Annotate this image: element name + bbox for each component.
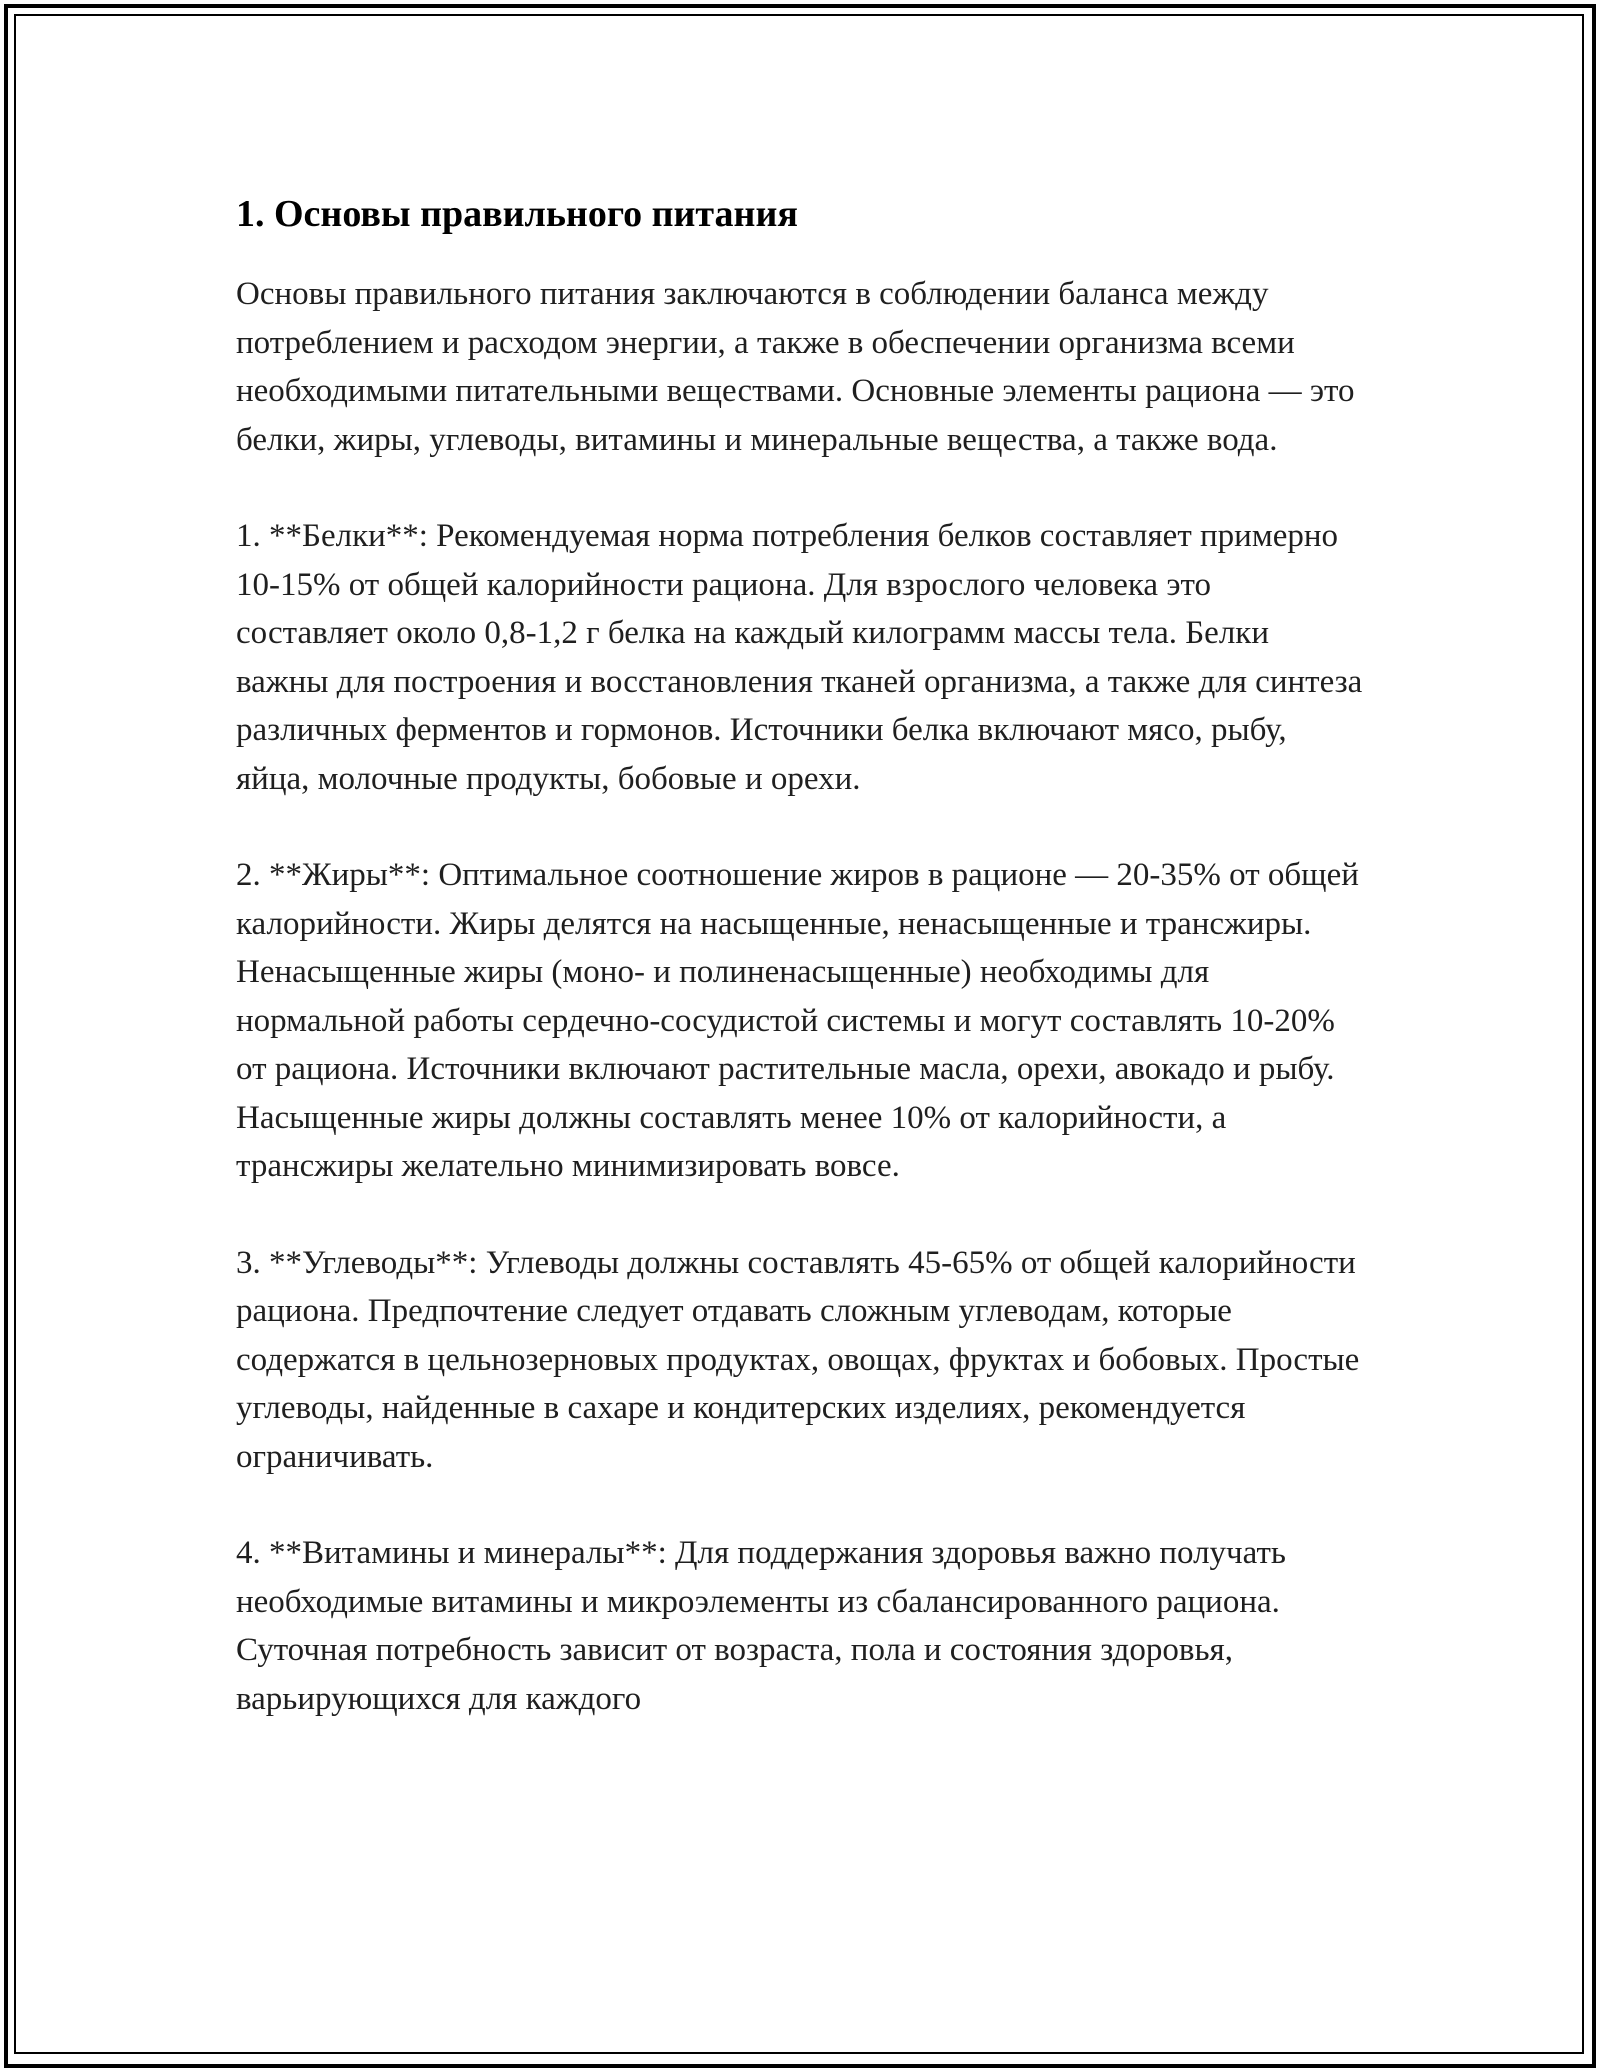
carbohydrates-paragraph: 3. **Углеводы**: Углеводы должны составлять 45-65% от общей калорийности рациона. Предпочтение следует отдавать сложным углеводам, которые содержатся в цельнозерновых продуктах, овощах, фруктах и бобовых. Простые углеводы, найденные в сахаре и кондитерских изделиях, рекомендуется ограничивать. xyxy=(236,1244,1360,1475)
intro-paragraph: Основы правильного питания заключаются в соблюдении баланса между потреблением и расходом энергии, а также в обеспечении организма всеми необходимыми питательными веществами. Основные элементы рациона — это белки, жиры, углеводы, витамины и минеральные вещества, а также вода. xyxy=(236,276,1355,458)
document-body xyxy=(236,188,1366,1723)
proteins-paragraph: 1. **Белки**: Рекомендуемая норма потребления белков составляет примерно 10-15% от общей калорийности рациона. Для взрослого человека это составляет около 0,8-1,2 г белка на каждый килограмм массы тела. Белки важны для построения и восстановления тканей организма, а также для синтеза различных ферментов и гормонов. Источники белка включают мясо, рыбу, яйца, молочные продукты, бобовые и орехи. xyxy=(236,518,1363,797)
fats-paragraph: 2. **Жиры**: Оптимальное соотношение жиров в рационе — 20-35% от общей калорийности. Жиры делятся на насыщенные, ненасыщенные и трансжиры. Ненасыщенные жиры (моно- и полиненасыщенные) необходимы для нормальной работы сердечно-сосудистой системы и могут составлять 10-20% от рациона. Источники включают растительные масла, орехи, авокадо и рыбу. Насыщенные жиры должны составлять менее 10% от калорийности, а трансжиры желательно минимизировать вовсе. xyxy=(236,857,1359,1184)
section-heading: 1. Основы правильного питания xyxy=(236,193,798,235)
vitamins-minerals-paragraph: 4. **Витамины и минералы**: Для поддержания здоровья важно получать необходимые витамины и микроэлементы из сбалансированного рациона. Суточная потребность зависит от возраста, пола и состояния здоровья, варьирующихся для каждого xyxy=(236,1535,1286,1717)
